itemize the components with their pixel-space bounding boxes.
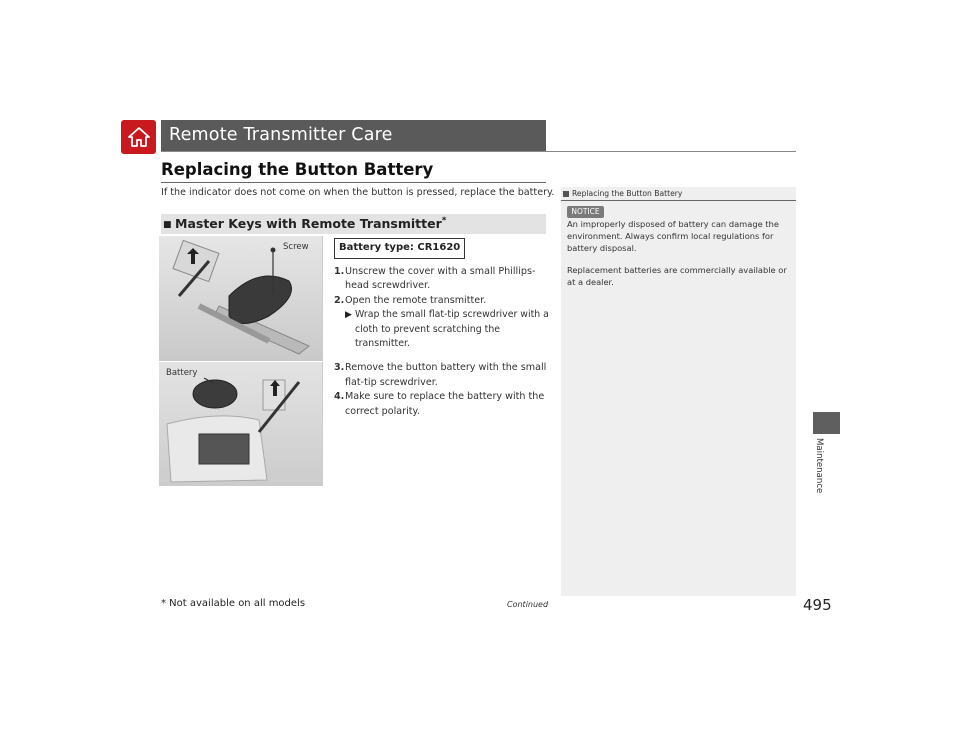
section-heading: Replacing the Button Battery [161, 160, 434, 179]
asterisk-link[interactable]: * [441, 216, 447, 226]
note-divider [561, 200, 796, 201]
step-number: 2. [334, 294, 345, 306]
intro-text: If the indicator does not come on when the button is pressed, replace the battery. [161, 187, 555, 198]
note-paragraph: An improperly disposed of battery can damage the environment. Always confirm local regulations for battery disposal. [567, 219, 779, 253]
notice-badge: NOTICE [567, 206, 604, 218]
section-divider [161, 182, 546, 183]
subsection-bullet: ■ [163, 220, 172, 230]
substep-text: Wrap the small flat-tip screwdriver with a cloth to prevent scratching the transmitter. [355, 309, 549, 350]
battery-type-box [334, 238, 465, 259]
step-text: Remove the button battery with the small flat-tip screwdriver. [345, 362, 547, 388]
battery-removal-illustration [159, 362, 323, 486]
chapter-tab-label: Maintenance [814, 438, 824, 494]
arrow-right-icon: ▶ [345, 310, 352, 321]
key-screw-drawing [159, 236, 322, 361]
step-item [334, 361, 549, 390]
screw-label: Screw [283, 242, 309, 252]
home-button[interactable] [121, 120, 156, 154]
step-text: Open the remote transmitter. [345, 294, 487, 306]
continued-label: Continued [507, 600, 549, 609]
page-title: Remote Transmitter Care [169, 125, 393, 145]
battery-type-text: Battery type: CR1620 [339, 242, 461, 253]
step-number: 4. [334, 391, 345, 403]
battery-label: Battery [166, 368, 198, 378]
step-text: Make sure to replace the battery with the correct polarity. [345, 391, 545, 417]
key-battery-drawing [159, 362, 322, 486]
note-body [567, 219, 792, 289]
page-number: 495 [803, 596, 832, 614]
note-paragraph: Replacement batteries are commercially available or at a dealer. [567, 265, 787, 288]
step-item [334, 390, 549, 419]
note-heading[interactable] [563, 189, 682, 198]
step-substep [334, 308, 549, 351]
reference-marker-icon [563, 191, 569, 197]
step-item [334, 294, 549, 308]
chapter-tab[interactable] [813, 412, 840, 434]
chapter-tab-label-wrap [812, 438, 824, 500]
footnote: * Not available on all models [161, 598, 306, 609]
step-number: 3. [334, 362, 345, 374]
screw-removal-illustration [159, 236, 323, 361]
subsection-title: Master Keys with Remote Transmitter [175, 216, 442, 232]
title-divider [161, 151, 796, 152]
chapter-title-bar [161, 120, 546, 151]
step-item [334, 265, 549, 294]
home-icon [127, 126, 151, 148]
step-text: Unscrew the cover with a small Phillips-head screwdriver. [345, 266, 536, 292]
steps-list [334, 265, 549, 419]
note-heading-text: Replacing the Button Battery [572, 189, 683, 198]
subsection-heading [161, 214, 546, 234]
step-number: 1. [334, 266, 345, 277]
